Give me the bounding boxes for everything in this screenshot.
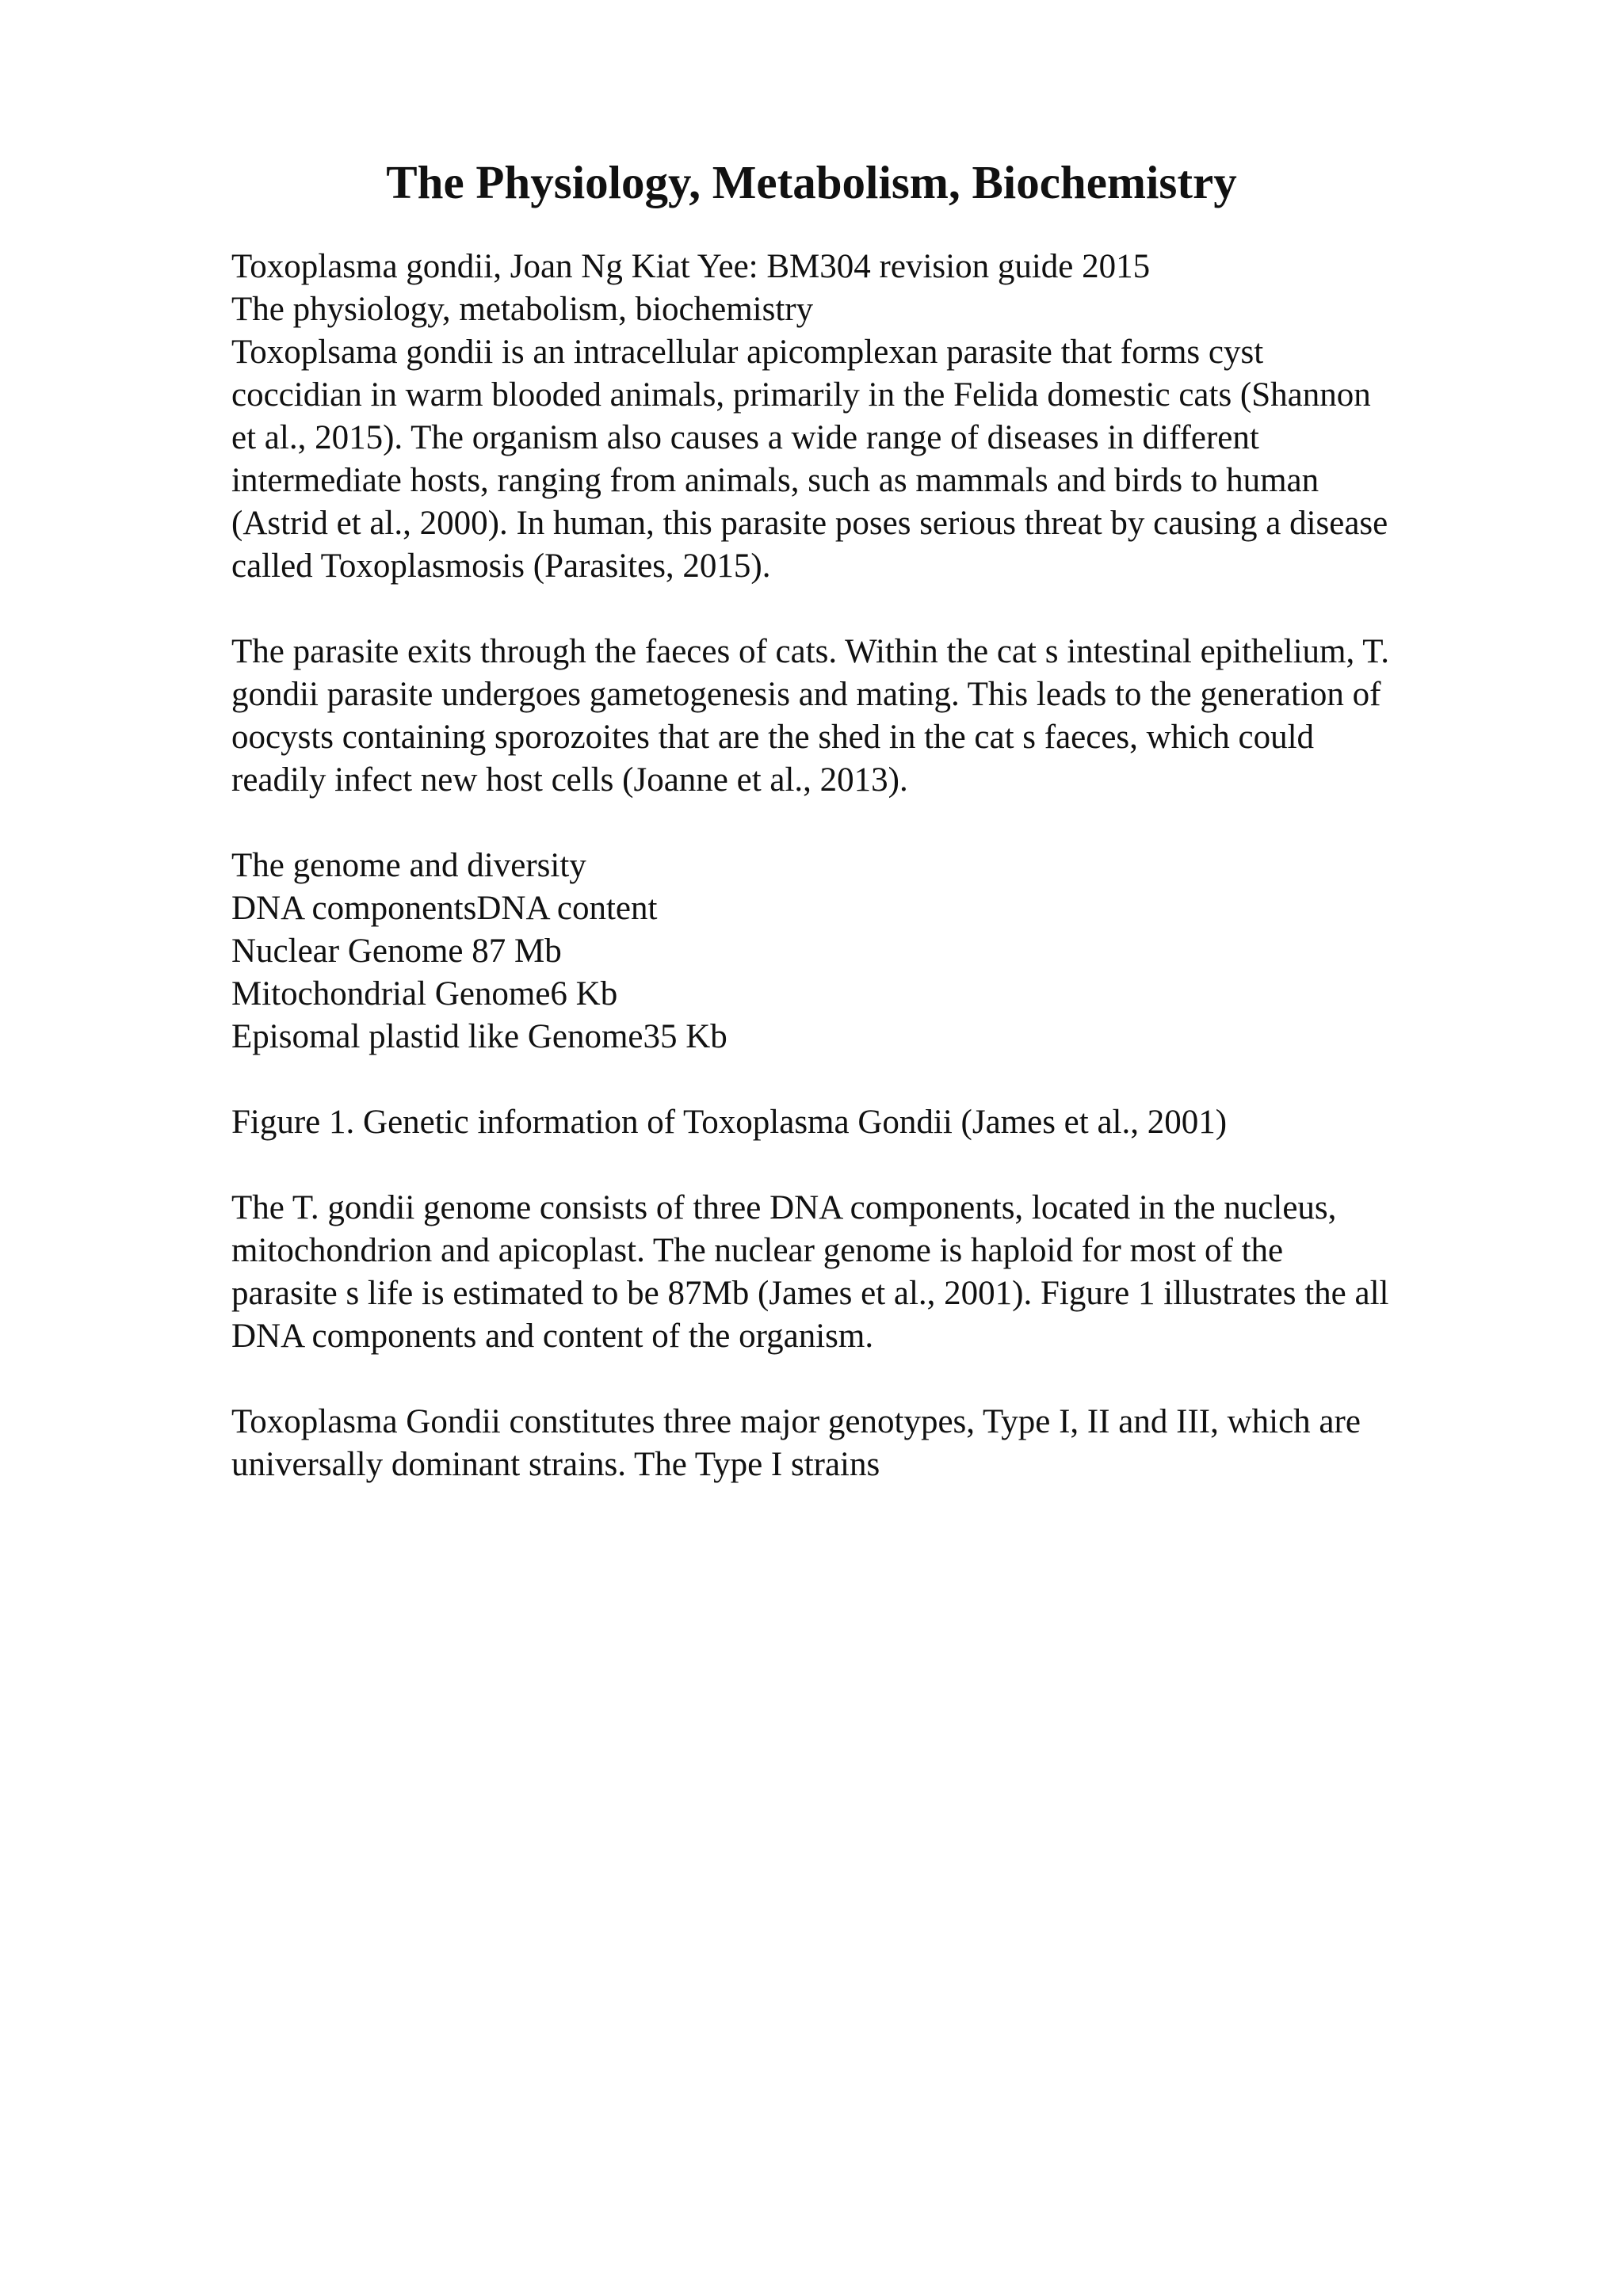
paragraph-line: parasite s life is estimated to be 87Mb (James et al., 2001). Figure 1 illustrates the all bbox=[231, 1275, 1389, 1312]
header-block bbox=[231, 246, 1594, 588]
paragraph-line: DNA components and content of the organism. bbox=[231, 1318, 874, 1355]
paragraph-line: et al., 2015). The organism also causes a wide range of diseases in different bbox=[231, 419, 1259, 456]
paragraph-line: Toxoplasma Gondii constitutes three major genotypes, Type I, II and III, which are bbox=[231, 1403, 1361, 1440]
paragraph-line: coccidian in warm blooded animals, primarily in the Felida domestic cats (Shannon bbox=[231, 376, 1371, 414]
genotype-paragraph bbox=[231, 1401, 1594, 1486]
genome-paragraph bbox=[231, 1187, 1594, 1358]
paragraph-line: called Toxoplasmosis (Parasites, 2015). bbox=[231, 547, 771, 585]
figure-caption: Figure 1. Genetic information of Toxoplasma Gondii (James et al., 2001) bbox=[231, 1104, 1228, 1141]
paragraph-line: Toxoplsama gondii is an intracellular apicomplexan parasite that forms cyst bbox=[231, 334, 1264, 371]
genome-section bbox=[231, 845, 1594, 1058]
paragraph-line: readily infect new host cells (Joanne et al., 2013). bbox=[231, 761, 908, 799]
paragraph-line: The T. gondii genome consists of three DNA components, located in the nucleus, bbox=[231, 1189, 1337, 1226]
document-body bbox=[231, 246, 1594, 1529]
table-row: Mitochondrial Genome6 Kb bbox=[231, 975, 618, 1013]
table-row: Episomal plastid like Genome35 Kb bbox=[231, 1018, 727, 1055]
paragraph-line: gondii parasite undergoes gametogenesis and mating. This leads to the generation of bbox=[231, 676, 1381, 713]
header-line: Toxoplasma gondii, Joan Ng Kiat Yee: BM304 revision guide 2015 bbox=[231, 248, 1151, 285]
paragraph-line: universally dominant strains. The Type I strains bbox=[231, 1446, 880, 1483]
section-heading: The genome and diversity bbox=[231, 847, 586, 884]
paragraph-line: The parasite exits through the faeces of cats. Within the cat s intestinal epithelium, T. bbox=[231, 633, 1390, 670]
figure-caption-block bbox=[231, 1101, 1594, 1144]
paragraph-line: mitochondrion and apicoplast. The nuclear genome is haploid for most of the bbox=[231, 1232, 1284, 1269]
paragraph-line: (Astrid et al., 2000). In human, this parasite poses serious threat by causing a disease bbox=[231, 505, 1388, 542]
lifecycle-paragraph bbox=[231, 631, 1594, 802]
header-line: The physiology, metabolism, biochemistry bbox=[231, 291, 814, 328]
table-header: DNA componentsDNA content bbox=[231, 890, 658, 927]
page-title: The Physiology, Metabolism, Biochemistry bbox=[386, 156, 1237, 208]
paragraph-line: oocysts containing sporozoites that are the shed in the cat s faeces, which could bbox=[231, 719, 1315, 756]
table-row: Nuclear Genome 87 Mb bbox=[231, 933, 562, 970]
paragraph-line: intermediate hosts, ranging from animals, such as mammals and birds to human bbox=[231, 462, 1319, 499]
